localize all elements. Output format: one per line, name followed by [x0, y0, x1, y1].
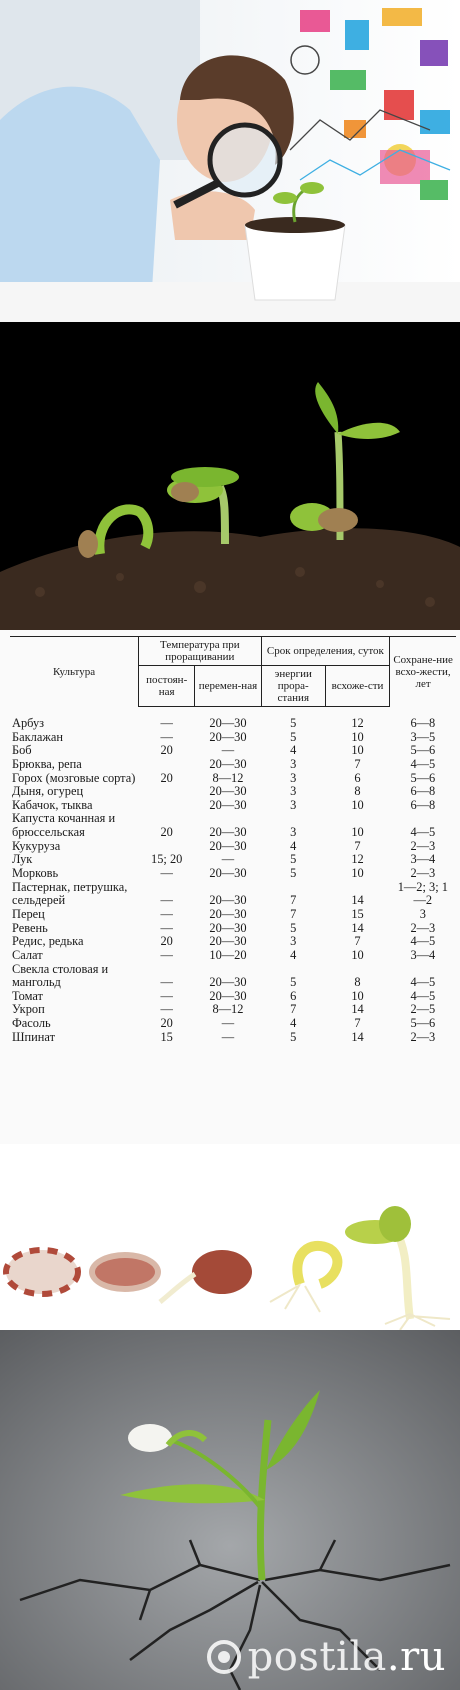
preservation-cell: 3—5 — [410, 729, 436, 744]
temp-constant-cell: 20 — [160, 1016, 173, 1031]
preservation-cell: 4—5 — [410, 975, 436, 990]
germination-table — [10, 636, 456, 1044]
temp-variable-cell: 20—30 — [209, 797, 247, 812]
temp-variable-cell: 20—30 — [209, 893, 247, 908]
preservation-cell: 5—6 — [410, 1016, 436, 1031]
germination-cell: 10 — [351, 729, 364, 744]
table-row — [10, 744, 456, 758]
preservation-cell: 6—8 — [410, 715, 436, 730]
header-germination: всхоже-сти — [325, 666, 389, 707]
temp-constant-cell: — — [160, 988, 173, 1003]
temp-variable-cell: 20—30 — [209, 906, 247, 921]
germination-table-panel — [0, 630, 460, 1144]
table-row — [10, 867, 456, 881]
energy-cell: 7 — [290, 1002, 297, 1017]
temp-variable-cell: — — [221, 1029, 235, 1044]
crop-name-cell: Шпинат — [12, 1029, 55, 1044]
germination-cell: 14 — [351, 893, 364, 908]
germination-cell: 7 — [354, 934, 361, 949]
table-row — [10, 772, 456, 786]
table-row — [10, 785, 456, 799]
temp-variable-cell: 8—12 — [212, 1002, 244, 1017]
preservation-cell: 2—3 — [410, 866, 436, 881]
preservation-cell: 4—5 — [410, 825, 436, 840]
temp-variable-cell: 20—30 — [209, 715, 247, 730]
energy-cell: 4 — [290, 743, 297, 758]
crop-name-cell: Пастернак, петрушка, сельдерей — [12, 879, 128, 908]
table-body — [10, 707, 456, 1044]
energy-cell: 5 — [290, 920, 297, 935]
preservation-cell: 4—5 — [410, 756, 436, 771]
crop-name-cell: Укроп — [12, 1002, 45, 1017]
energy-cell: 7 — [290, 893, 297, 908]
scientist-photo — [0, 0, 460, 322]
energy-cell: 3 — [290, 797, 297, 812]
energy-cell: 3 — [290, 756, 297, 771]
energy-cell: 3 — [290, 825, 297, 840]
temp-constant-cell: 20 — [160, 934, 173, 949]
bean-stages-illustration — [0, 1144, 460, 1330]
energy-cell: 4 — [290, 1016, 297, 1031]
temp-variable-cell: 20—30 — [209, 838, 247, 853]
preservation-cell: 2—3 — [410, 1029, 436, 1044]
energy-cell: 5 — [290, 852, 297, 867]
crop-name-cell: Томат — [12, 988, 43, 1003]
table-row — [10, 840, 456, 854]
concrete-sprout-photo — [0, 1330, 460, 1690]
temp-constant-cell: 20 — [160, 770, 173, 785]
table-row — [10, 853, 456, 867]
temp-constant-cell: — — [160, 1002, 173, 1017]
table-row — [10, 949, 456, 963]
temp-constant-cell — [139, 785, 195, 799]
germination-cell: 12 — [351, 852, 364, 867]
header-culture: Культура — [10, 637, 139, 707]
germination-cell: 7 — [354, 1016, 361, 1031]
crop-name-cell: Салат — [12, 947, 43, 962]
temp-variable-cell: — — [221, 1016, 235, 1031]
table-row — [10, 812, 456, 839]
temp-constant-cell: — — [160, 947, 173, 962]
preservation-cell: 4—5 — [410, 988, 436, 1003]
header-energy: энергии прора-стания — [261, 666, 325, 707]
temp-constant-cell: 15 — [160, 1029, 173, 1044]
crop-name-cell: Боб — [12, 743, 32, 758]
temp-variable-cell: 20—30 — [209, 729, 247, 744]
postila-logo-icon — [206, 1639, 242, 1675]
temp-variable-cell: — — [221, 743, 235, 758]
germination-cell: 10 — [351, 825, 364, 840]
temp-variable-cell: 20—30 — [209, 920, 247, 935]
germination-cell: 12 — [351, 715, 364, 730]
table-row — [10, 799, 456, 813]
germination-cell: 10 — [351, 988, 364, 1003]
crop-name-cell: Лук — [12, 852, 33, 867]
preservation-cell: 2—3 — [410, 838, 436, 853]
temp-constant-cell: — — [160, 920, 173, 935]
preservation-cell: 5—6 — [410, 770, 436, 785]
table-row — [10, 717, 456, 731]
table-row — [10, 1031, 456, 1045]
temp-variable-cell: — — [221, 852, 235, 867]
crop-name-cell: Кабачок, тыква — [12, 797, 93, 812]
germination-cell: 15 — [351, 906, 364, 921]
postila-watermark — [206, 1634, 446, 1680]
preservation-cell: 6—8 — [410, 797, 436, 812]
table-row — [10, 1003, 456, 1017]
preservation-cell: 3—4 — [410, 852, 436, 867]
germination-cell: 10 — [351, 866, 364, 881]
energy-cell: 5 — [290, 866, 297, 881]
energy-cell: 5 — [290, 729, 297, 744]
watermark-suffix: .ru — [386, 1634, 446, 1680]
temp-constant-cell: 20 — [160, 825, 173, 840]
preservation-cell: 2—3 — [410, 920, 436, 935]
germination-cell: 10 — [351, 743, 364, 758]
preservation-cell: 3—4 — [410, 947, 436, 962]
temp-variable-cell: 20—30 — [209, 825, 247, 840]
energy-cell: 7 — [290, 906, 297, 921]
temp-constant-cell: 15; 20 — [151, 852, 183, 867]
header-preservation: Сохране-ние всхо-жести, лет — [390, 637, 456, 707]
temp-variable-cell: 20—30 — [209, 934, 247, 949]
table-row — [10, 990, 456, 1004]
energy-cell: 3 — [290, 934, 297, 949]
germination-cell: 8 — [354, 784, 361, 799]
watermark-text: postila — [247, 1634, 387, 1680]
energy-cell: 3 — [290, 770, 297, 785]
germination-cell: 14 — [351, 920, 364, 935]
preservation-cell: 1—2; 3; 1—2 — [397, 879, 448, 908]
sprouts-photo — [0, 322, 460, 630]
temp-variable-cell: 10—20 — [209, 947, 247, 962]
energy-cell: 4 — [290, 947, 297, 962]
germination-cell: 14 — [351, 1029, 364, 1044]
germination-cell: 7 — [354, 756, 361, 771]
energy-cell: 3 — [290, 784, 297, 799]
table-row — [10, 731, 456, 745]
header-temp-constant: постоян-ная — [139, 666, 195, 707]
table-row — [10, 963, 456, 990]
crop-name-cell: Свекла столовая и мангольд — [12, 961, 109, 990]
germination-cell: 14 — [351, 1002, 364, 1017]
temp-constant-cell: — — [160, 729, 173, 744]
temp-variable-cell: 20—30 — [209, 756, 247, 771]
crop-name-cell: Горох (мозговые сорта) — [12, 770, 136, 785]
temp-variable-cell: 20—30 — [209, 784, 247, 799]
energy-cell: 5 — [290, 1029, 297, 1044]
preservation-cell: 6—8 — [410, 784, 436, 799]
temp-constant-cell: — — [160, 906, 173, 921]
preservation-cell: 2—5 — [410, 1002, 436, 1017]
temp-constant-cell — [139, 799, 195, 813]
temp-variable-cell: 20—30 — [209, 866, 247, 881]
crop-name-cell: Баклажан — [12, 729, 64, 744]
header-period: Срок определения, суток — [261, 637, 390, 666]
germination-cell: 7 — [354, 838, 361, 853]
temp-constant-cell: — — [160, 893, 173, 908]
crop-name-cell: Перец — [12, 906, 45, 921]
scientist-illustration — [0, 0, 460, 322]
germination-cell: 10 — [351, 947, 364, 962]
energy-cell: 4 — [290, 838, 297, 853]
header-temperature: Температура при проращивании — [139, 637, 262, 666]
energy-cell: 6 — [290, 988, 297, 1003]
crop-name-cell: Брюква, репа — [12, 756, 82, 771]
crop-name-cell: Дыня, огурец — [12, 784, 84, 799]
table-row — [10, 881, 456, 908]
temp-constant-cell: — — [160, 975, 173, 990]
temp-variable-cell: 8—12 — [212, 770, 244, 785]
crop-name-cell: Морковь — [12, 866, 59, 881]
temp-constant-cell: — — [160, 715, 173, 730]
temp-constant-cell — [139, 758, 195, 772]
table-row — [10, 908, 456, 922]
header-temp-variable: перемен-ная — [195, 666, 261, 707]
temp-variable-cell: 20—30 — [209, 988, 247, 1003]
crop-name-cell: Арбуз — [12, 715, 45, 730]
crop-name-cell: Ревень — [12, 920, 48, 935]
temp-constant-cell: 20 — [160, 743, 173, 758]
crop-name-cell: Редис, редька — [12, 934, 84, 949]
sprouts-illustration — [0, 322, 460, 630]
energy-cell: 5 — [290, 975, 297, 990]
preservation-cell: 3 — [419, 906, 426, 921]
preservation-cell: 5—6 — [410, 743, 436, 758]
crop-name-cell: Фасоль — [12, 1016, 51, 1031]
germination-cell: 10 — [351, 797, 364, 812]
crop-name-cell: Кукуруза — [12, 838, 61, 853]
crop-name-cell: Капуста кочанная и брюссельская — [12, 811, 116, 840]
table-row — [10, 1017, 456, 1031]
table-row — [10, 758, 456, 772]
germination-cell: 6 — [354, 770, 361, 785]
table-row — [10, 922, 456, 936]
energy-cell: 5 — [290, 715, 297, 730]
germination-cell: 8 — [354, 975, 361, 990]
bean-stages-photo — [0, 1144, 460, 1330]
temp-variable-cell: 20—30 — [209, 975, 247, 990]
temp-constant-cell: — — [160, 866, 173, 881]
preservation-cell: 4—5 — [410, 934, 436, 949]
temp-constant-cell — [139, 840, 195, 854]
table-row — [10, 935, 456, 949]
